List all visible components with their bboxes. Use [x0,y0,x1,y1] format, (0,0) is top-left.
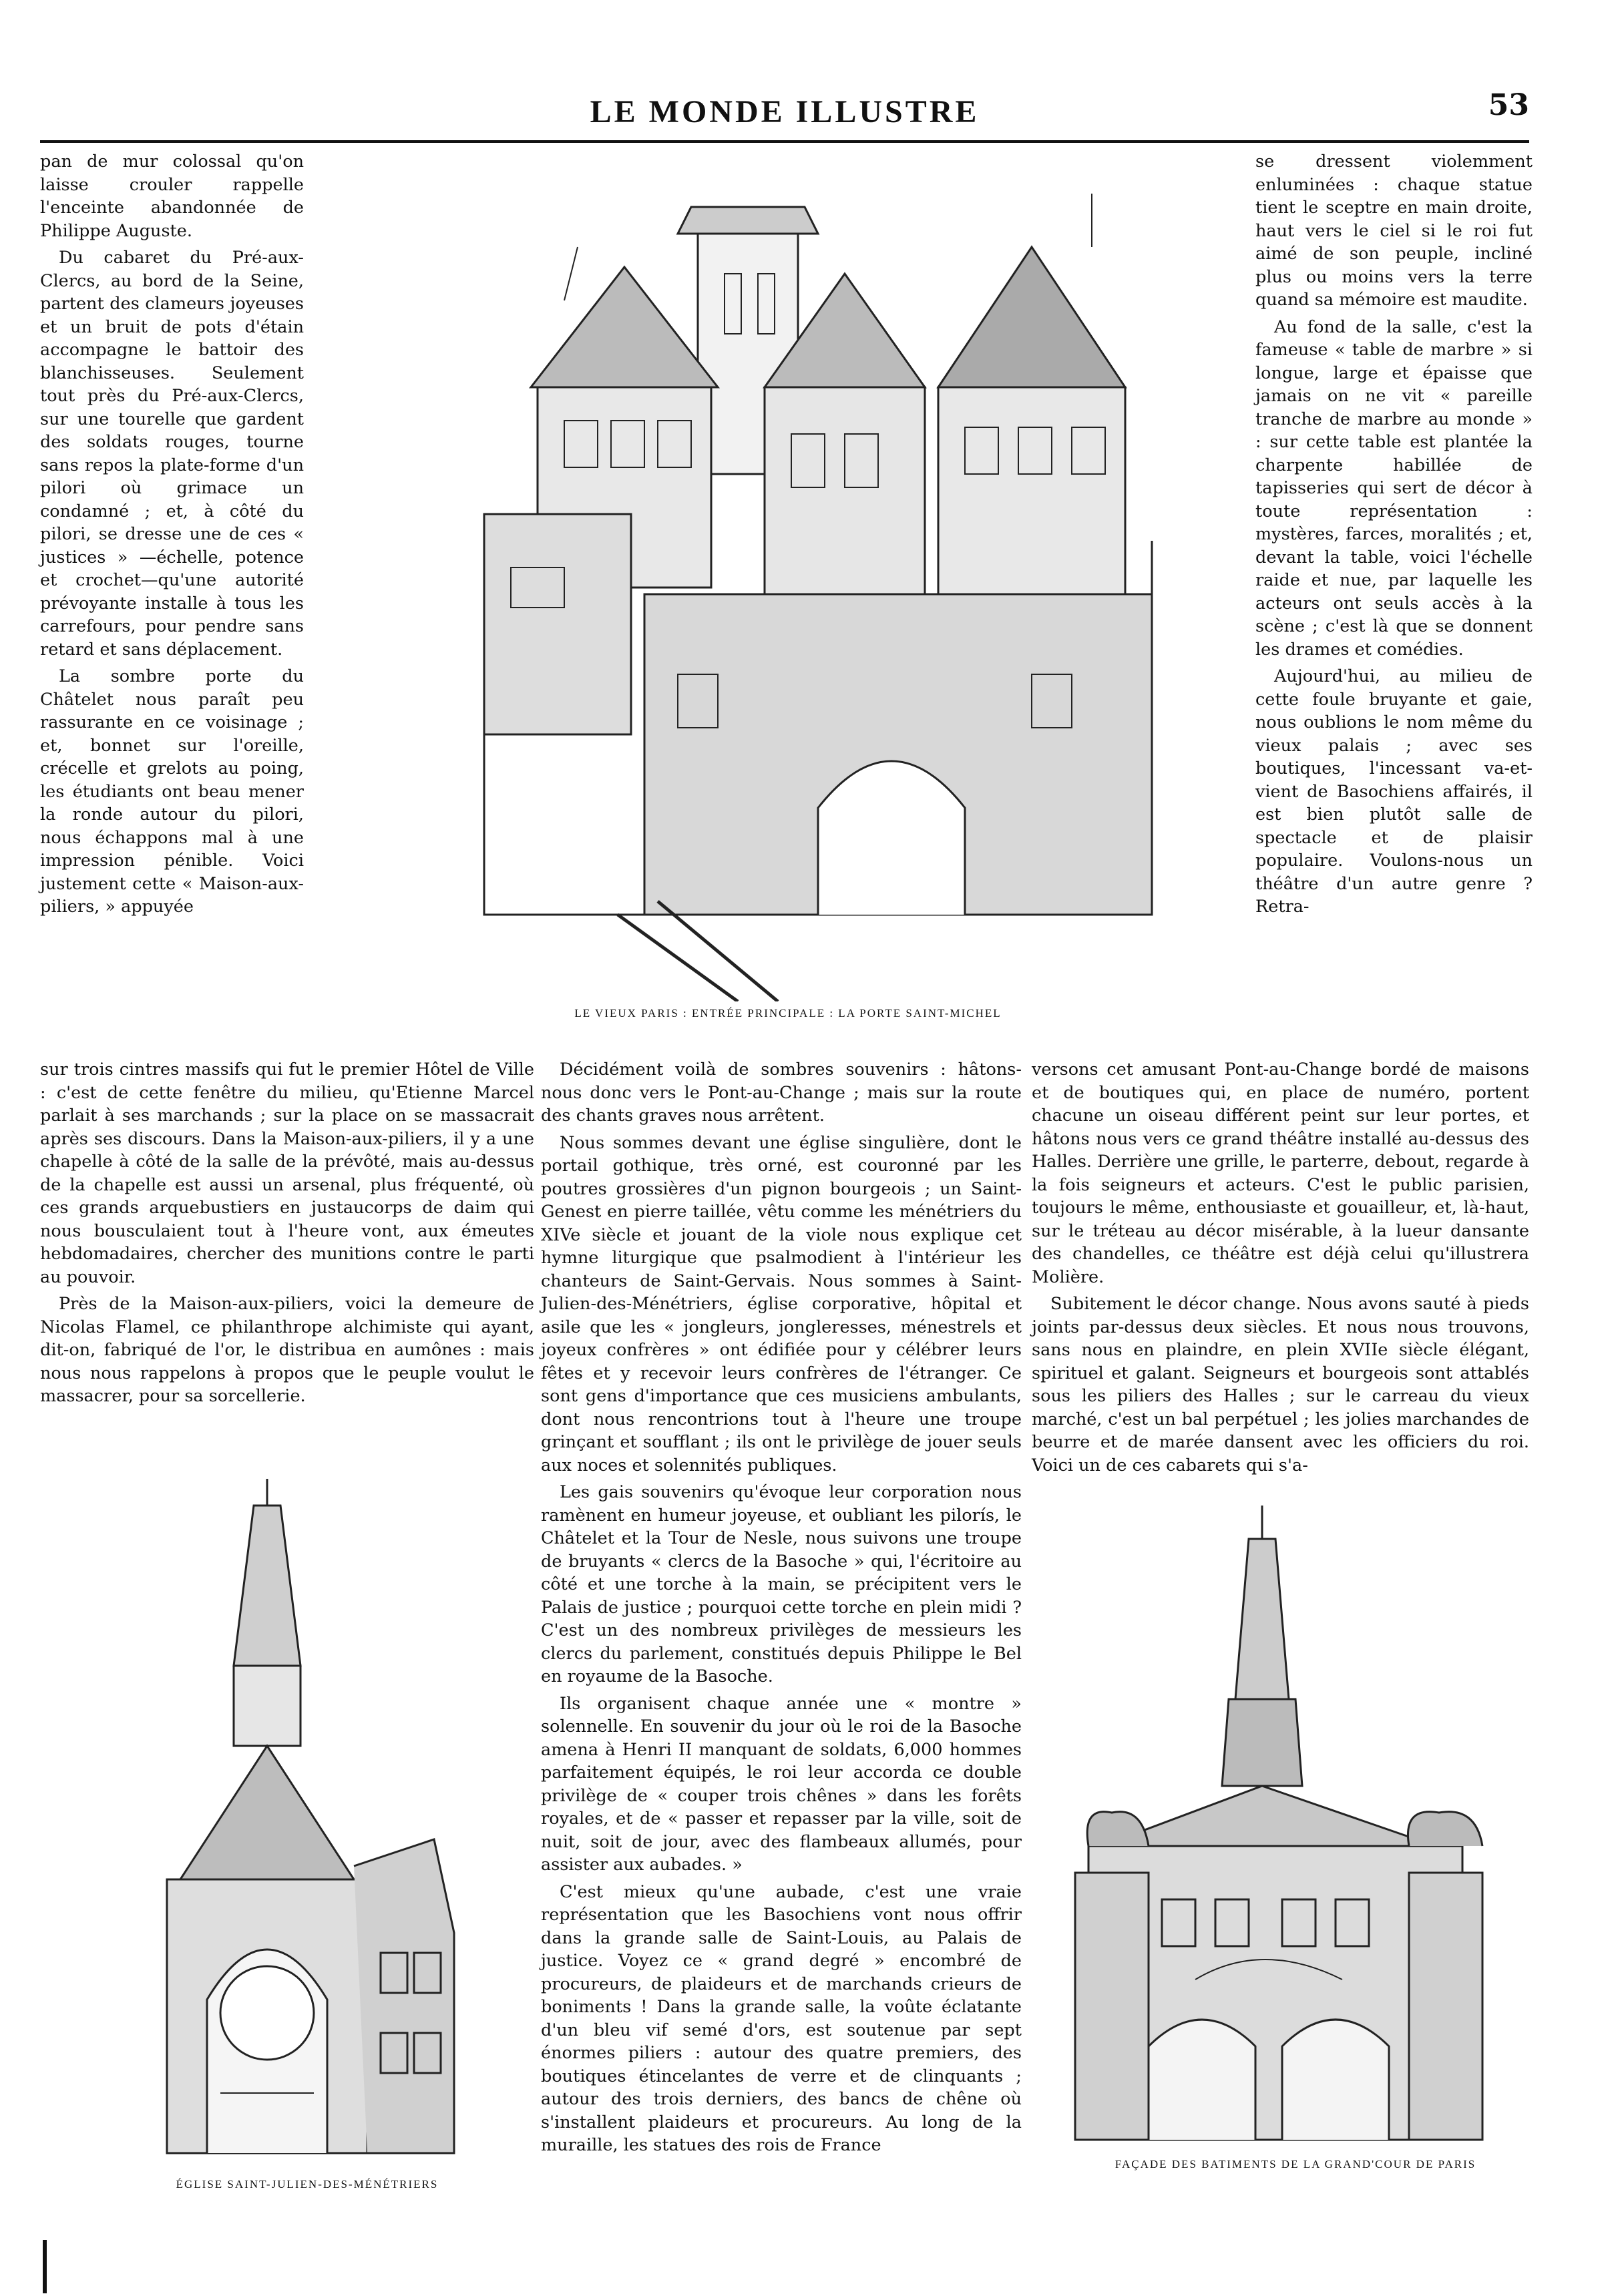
facade-engraving [1062,1499,1529,2153]
margin-mark [39,2240,51,2293]
masthead [40,88,1529,134]
newspaper-title: LE MONDE ILLUSTRE [590,94,980,130]
figure-caption: LE VIEUX PARIS : ENTRÉE PRINCIPALE : LA PORTE SAINT-MICHEL [574,1007,1002,1019]
masthead-rule [40,140,1529,143]
facade-illustration [1062,1499,1529,2153]
paragraph: Les gais souvenirs qu'évoque leur corporation nous ramènent en humeur joyeuse, et oubliant les pilorís, le Châtelet et la Tour de Nesle, nous suivons une troupe de bruyants « clercs de la Basoche » qui, l'écritoire au côté et une torche à la main, se précipitent vers le Palais de justice ; pourquoi cette torche en plein midi ? C'est un des nombreux privilèges de messieurs les clercs du parlement, constitués depuis Philippe le Bel en royaume de la Basoche. [541,1482,1022,1686]
church-engraving [140,1465,474,2166]
paragraph: pan de mur colossal qu'on laisse crouler rappelle l'enceinte abandonnée de Philippe Auguste. [40,152,304,241]
paragraph: versons cet amusant Pont-au-Change bordé de maisons et de boutiques qui, en place de numéro, portent chacune un oiseau différent peint sur leur portes, et hâtons nous vers ce grand théâtre installé au-dessus des Halles. Derrière une grille, le parterre, debout, regarde à la fois seigneurs et acteurs. C'est le public parisien, toujours le même, enthousiaste et gouailleur, et, là-haut, sur le tréteau au décor misérable, à la lueur dansante des chandelles, ce théâtre est déjà celui qu'illustrera Molière. [1032,1060,1529,1287]
figure-caption: ÉGLISE SAINT-JULIEN-DES-MÉNÉTRIERS [176,2178,439,2191]
paragraph: C'est mieux qu'une aubade, c'est une vraie représentation que les Basochiens vont nous offrir dans la grande salle de Saint-Louis, au Palais de justice. Voyez ce « grand degré » encombré de procureurs, de plaideurs et de marchands crieurs de boniments ! Dans la grande salle, la voûte éclatante d'un bleu vif semé d'ors, est soutenue par sept énormes piliers : autour des quatre premiers, des boutiques étincelantes de verre et de clinquants ; autour des trois derniers, des bancs de chêne où s'installent plaideurs et procureurs. Au long de la muraille, les statues des rois de France [541,1881,1022,2155]
page-number: 53 [1488,88,1529,122]
figure-caption: FAÇADE DES BATIMENTS DE LA GRAND'COUR DE PARIS [1115,2158,1476,2170]
paragraph: Du cabaret du Pré-aux-Clercs, au bord de la Seine, partent des clameurs joyeuses et un bruit de pots d'étain accompagne le battoir des blanchisseuses. Seulement tout près du Pré-aux-Clercs, sur une tourelle que gardent des soldats rouges, tourne sans repos la plate-forme d'un pilori où grimace un condamné ; et, à côté du pilori, se dresse une de ces « justices » —échelle, potence et crochet—qu'une autorité prévoyante installe à tous les carrefours, pour pendre sans retard et sans déplacement. [40,248,304,660]
paragraph: Décidément voilà de sombres souvenirs : hâtons-nous donc vers le Pont-au-Change ; mais sur la route des chants graves nous arrêtent. [541,1060,1022,1126]
column-middle [541,1058,1022,2220]
column-left-top [40,150,304,1052]
paragraph: sur trois cintres massifs qui fut le premier Hôtel de Ville : c'est de cette fenêtre du milieu, qu'Etienne Marcel parlait à ses marchands ; sur la place on se massacrait après ses discours. Dans la Maison-aux-piliers, il y a une chapelle à côté de la salle de la prévôté, mais au-dessus de la chapelle est aussi un arsenal, plus fréquenté, où ces grands arquebustiers en justaucorps de daim qui nous bousculaient tout à l'heure vont, aux émeutes hebdomadaires, chercher des munitions contre le parti au pouvoir. [40,1060,534,1287]
column-left-wide [40,1058,534,1445]
paragraph: Subitement le décor change. Nous avons sauté à pieds joints par-dessus deux siècles. Et nous nous trouvons, sans nous en plaindre, en plein XVIIe siècle élégant, spirituel et galant. Seigneurs et bourgeois sont attablés sous les piliers des Halles ; sur le carreau du vieux marché, c'est un bal perpétuel ; les jolies marchandes de beurre et de marée dansent avec les officiers du roi. Voici un de ces cabarets qui s'a- [1032,1294,1529,1475]
column-right-top [1255,150,1533,1018]
paragraph: Ils organisent chaque année une « montre » solennelle. En souvenir du jour où le roi de la Basoche amena à Henri II manquant de soldats, 6,000 hommes parfaitement équipés, le roi leur accorda ce double privilège de « couper trois chênes » dans les forêts royales, et de « passer et repasser par la ville, soit de nuit, soit de jour, avec des flambeaux allumés, pour assister aux aubades. » [541,1693,1022,1875]
castle-engraving [364,167,1222,1001]
eglise-illustration [140,1465,474,2166]
paragraph: Nous sommes devant une église singulière, dont le portail gothique, très orné, est couronné par les poutres grossières d'un pignon bourgeois ; un Saint-Genest en pierre taillée, vêtu comme les ménétriers du XIVe siècle et jouant de la viole nous explique cet hymne liturgique que psalmodient à l'intérieur les chanteurs de Saint-Gervais. Nous sommes à Saint-Julien-des-Ménétriers, église corporative, hôpital et asile que les « jongleurs, jongleresses, ménestrels et joyeux confrères » ont édifiée pour y célébrer leurs fêtes et y recevoir leurs confrères de l'étranger. Ce sont gens d'importance que ces musiciens ambulants, dont nous rencontrions tout à l'heure une troupe grinçant et soufflant ; ils ont le privilège de jouer seuls aux noces et solennités publiques. [541,1132,1022,1475]
paragraph: Au fond de la salle, c'est la fameuse « table de marbre » si longue, large et épaisse que jamais on ne vit « pareille tranche de marbre au monde » : sur cette table est plantée la charpente habillée de tapisseries qui sert de décor à toute représentation : mystères, farces, moralités ; et, devant la table, voici l'échelle raide et nue, par laquelle les acteurs ont seuls accès à la scène ; c'est là que se donnent les drames et comédies. [1255,316,1533,660]
porte-saint-michel-illustration [364,167,1222,1001]
paragraph: se dressent violemment enluminées : chaque statue tient le sceptre en main droite, haut vers le ciel si le roi fut aimé de son peuple, incliné plus ou moins vers la terre quand sa mémoire est maudite. [1255,152,1533,310]
paragraph: La sombre porte du Châtelet nous paraît peu rassurante en ce voisinage ; et, bonnet sur l'oreille, crécelle et grelots au poing, les étudiants ont beau mener la ronde autour du pilori, nous échappons mal à une impression pénible. Voici justement cette « Maison-aux-piliers, » appuyée [40,666,304,917]
paragraph: Près de la Maison-aux-piliers, voici la demeure de Nicolas Flamel, ce philanthrope alchimiste qui ayant, dit-on, fabriqué de l'or, le distribua en aumônes : mais nous nous rappelons à propos que le peuple voulut le massacrer, pour sa sorcellerie. [40,1294,534,1406]
paragraph: Aujourd'hui, au milieu de cette foule bruyante et gaie, nous oublions le nom même du vieux palais ; avec ses boutiques, l'incessant va-et-vient de Basochiens affairés, il est bien plutôt salle de spectacle et de plaisir populaire. Voulons-nous un théâtre d'un autre genre ? Retra- [1255,666,1533,917]
column-right-wide [1032,1058,1529,1485]
